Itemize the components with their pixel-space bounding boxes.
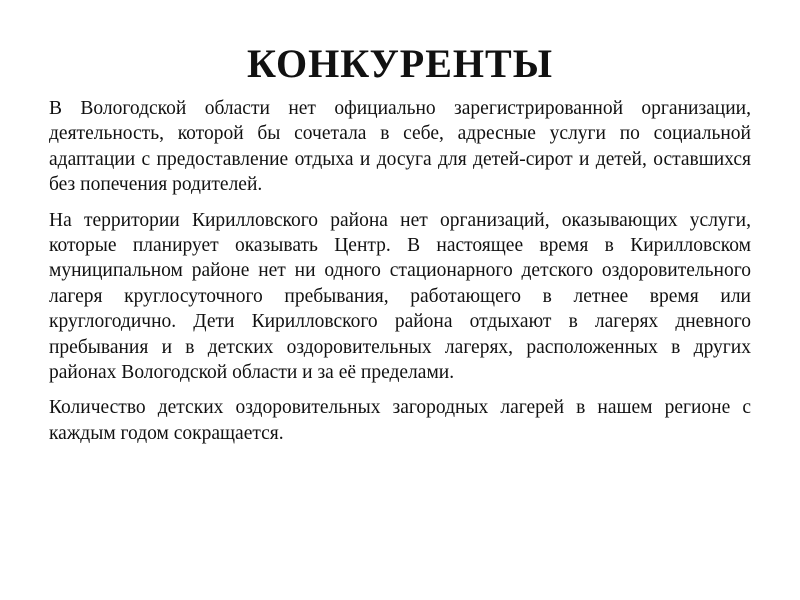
paragraph-camps-decreasing: Количество детских оздоровительных загородных лагерей в нашем регионе с каждым годом сокращается. (49, 397, 751, 444)
paragraph-no-official-organizations: В Вологодской области нет официально зарегистрированной организации, деятельность, которой бы сочетала в себе, адресные услуги по социальной адаптации с предоставление отдыха и досуга для детей-сирот и детей, оставшихся без попечения родителей. (49, 98, 751, 196)
slide-body (49, 96, 751, 456)
slide-title: КОНКУРЕНТЫ (247, 41, 553, 86)
paragraph-kirillov-district: На территории Кирилловского района нет организаций, оказывающих услуги, которые планирует оказывать Центр. В настоящее время в Кирилловском муниципальном районе нет ни одного стационарного детского оздоровительного лагеря круглосуточного пребывания, работающего в летнее время или круглогодично. Дети Кирилловского района отдыхают в лагерях дневного пребывания и в детских оздоровительных лагерях, расположенных в других районах Вологодской области и за её пределами. (49, 209, 751, 384)
